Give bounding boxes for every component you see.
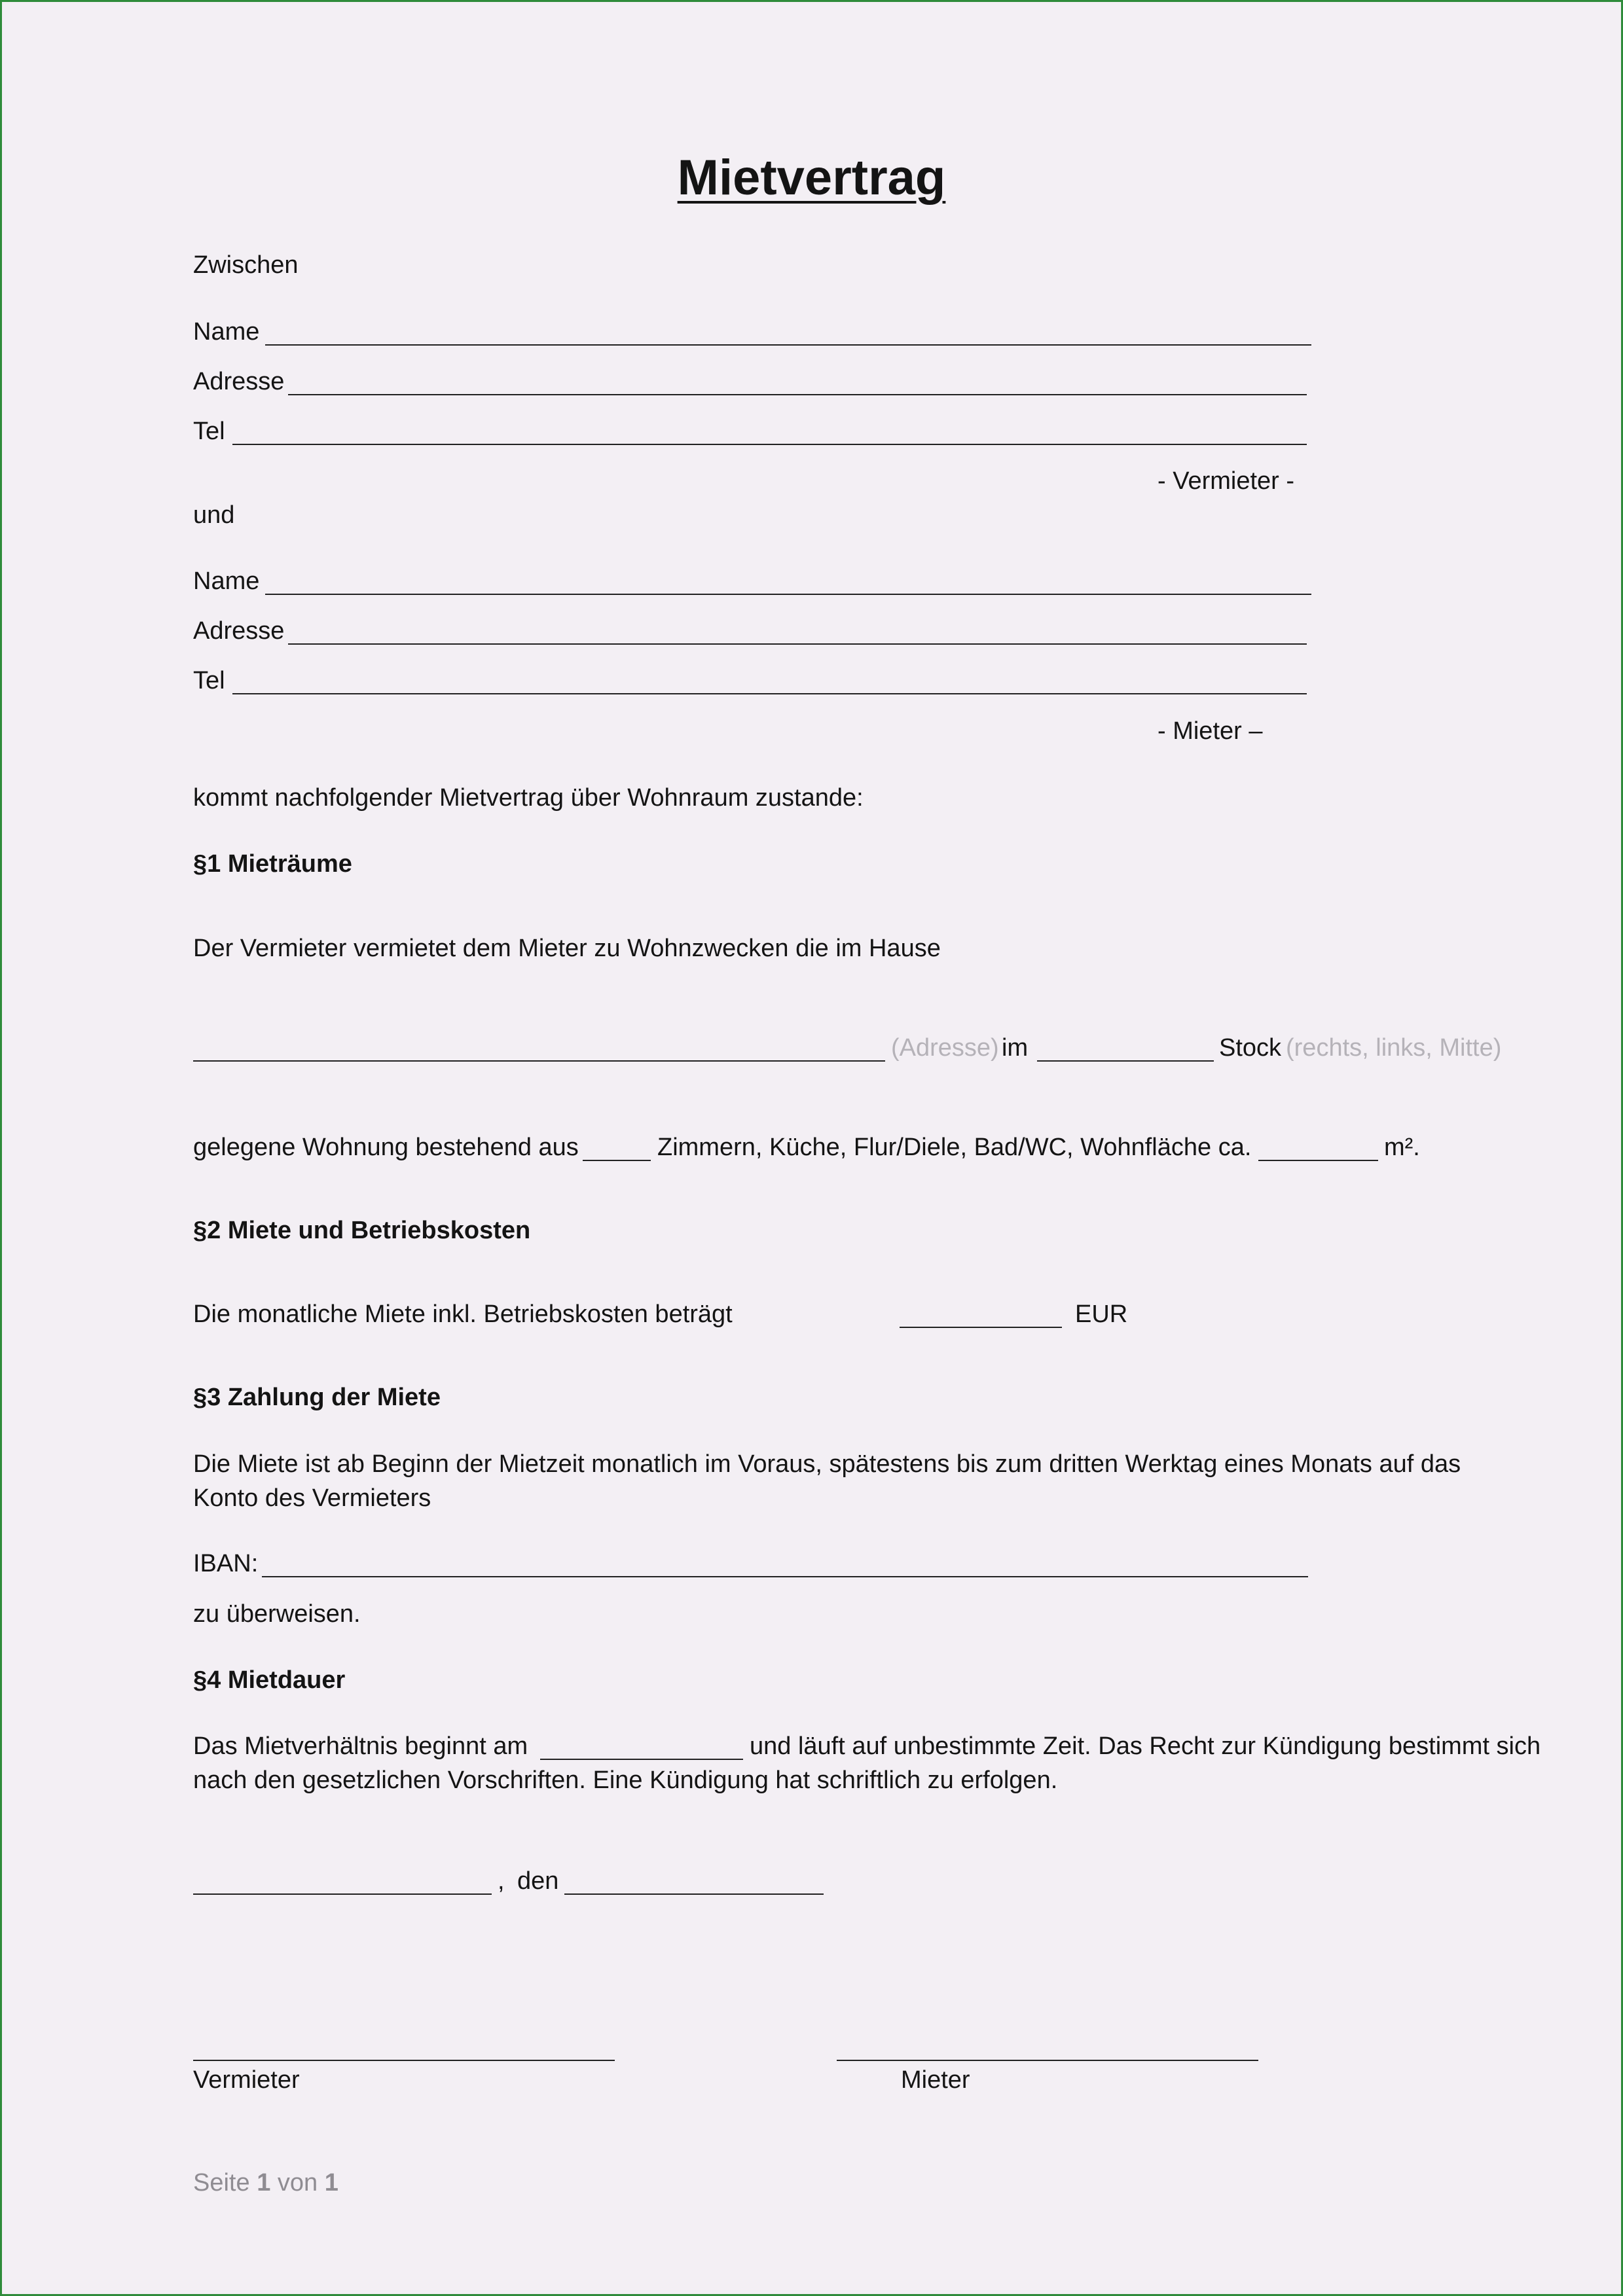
date-field[interactable]: [564, 1893, 824, 1895]
page-footer: [193, 2168, 338, 2198]
s2-text: Die monatliche Miete inkl. Betriebskosten beträgt: [193, 1300, 733, 1328]
s3-iban-field[interactable]: [262, 1576, 1308, 1577]
landlord-address-field[interactable]: [288, 394, 1307, 395]
s1-area-field[interactable]: [1258, 1160, 1378, 1161]
s4-start-date-field[interactable]: [540, 1759, 743, 1760]
s1-address-field[interactable]: [193, 1060, 885, 1062]
landlord-address-label: Adresse: [193, 368, 285, 395]
s1-rooms-field[interactable]: [583, 1160, 651, 1161]
s1-im: im: [1002, 1034, 1029, 1062]
landlord-signature-label: Vermieter: [193, 2066, 300, 2094]
tenant-tel-field[interactable]: [232, 693, 1307, 694]
s1-heading: §1 Mieträume: [193, 850, 352, 878]
landlord-tel-label: Tel: [193, 418, 225, 445]
s3-iban-label: IBAN:: [193, 1550, 259, 1577]
tenant-tel-label: Tel: [193, 667, 225, 694]
page-title: Mietvertrag: [677, 150, 946, 206]
landlord-name-field[interactable]: [265, 344, 1311, 346]
s3-text-line1: Die Miete ist ab Beginn der Mietzeit monatlich im Voraus, spätestens bis zum dritten Werktag eines Monats auf das: [193, 1450, 1461, 1478]
s1-text2a: gelegene Wohnung bestehend aus: [193, 1134, 579, 1161]
footer-page-total: 1: [324, 2169, 338, 2197]
s2-rent-field[interactable]: [900, 1327, 1062, 1328]
s1-stock-hint: (rechts, links, Mitte): [1286, 1034, 1502, 1062]
tenant-name-field[interactable]: [265, 594, 1311, 595]
landlord-signature-field[interactable]: [193, 2060, 615, 2061]
den-label: den: [517, 1867, 559, 1895]
s3-text-line2: Konto des Vermieters: [193, 1484, 431, 1512]
place-field[interactable]: [193, 1893, 492, 1895]
place-comma: ,: [498, 1867, 505, 1895]
tenant-address-label: Adresse: [193, 617, 285, 645]
s1-unit: m².: [1384, 1134, 1420, 1161]
s4-text-line1b: und läuft auf unbestimmte Zeit. Das Recht zur Kündigung bestimmt sich: [750, 1732, 1541, 1760]
footer-page-number: 1: [257, 2169, 271, 2197]
s3-text-after: zu überweisen.: [193, 1600, 361, 1628]
tenant-role: - Mieter –: [1158, 717, 1263, 745]
s4-heading: §4 Mietdauer: [193, 1666, 346, 1694]
landlord-tel-field[interactable]: [232, 444, 1307, 445]
s1-text2b: Zimmern, Küche, Flur/Diele, Bad/WC, Wohnfläche ca.: [657, 1134, 1252, 1161]
tenant-signature-field[interactable]: [837, 2060, 1258, 2061]
landlord-role: - Vermieter -: [1158, 467, 1295, 495]
s2-currency: EUR: [1075, 1300, 1128, 1328]
s4-text-line1a: Das Mietverhältnis beginnt am: [193, 1732, 528, 1760]
intro-text: Zwischen: [193, 251, 299, 279]
tenant-name-label: Name: [193, 567, 260, 595]
s1-stock: Stock: [1219, 1034, 1282, 1062]
footer-seite: Seite: [193, 2169, 250, 2197]
tenant-signature-label: Mieter: [901, 2066, 970, 2094]
landlord-name-label: Name: [193, 318, 260, 346]
s1-address-hint: (Adresse): [891, 1034, 999, 1062]
s3-heading: §3 Zahlung der Miete: [193, 1384, 441, 1411]
s2-heading: §2 Miete und Betriebskosten: [193, 1217, 531, 1244]
s1-floor-field[interactable]: [1037, 1060, 1214, 1062]
and-text: und: [193, 501, 235, 529]
contract-intro: kommt nachfolgender Mietvertrag über Wohnraum zustande:: [193, 784, 864, 812]
footer-von: von: [277, 2169, 318, 2197]
s1-text1: Der Vermieter vermietet dem Mieter zu Wohnzwecken die im Hause: [193, 935, 941, 962]
s4-text-line2: nach den gesetzlichen Vorschriften. Eine Kündigung hat schriftlich zu erfolgen.: [193, 1767, 1058, 1794]
tenant-address-field[interactable]: [288, 643, 1307, 645]
